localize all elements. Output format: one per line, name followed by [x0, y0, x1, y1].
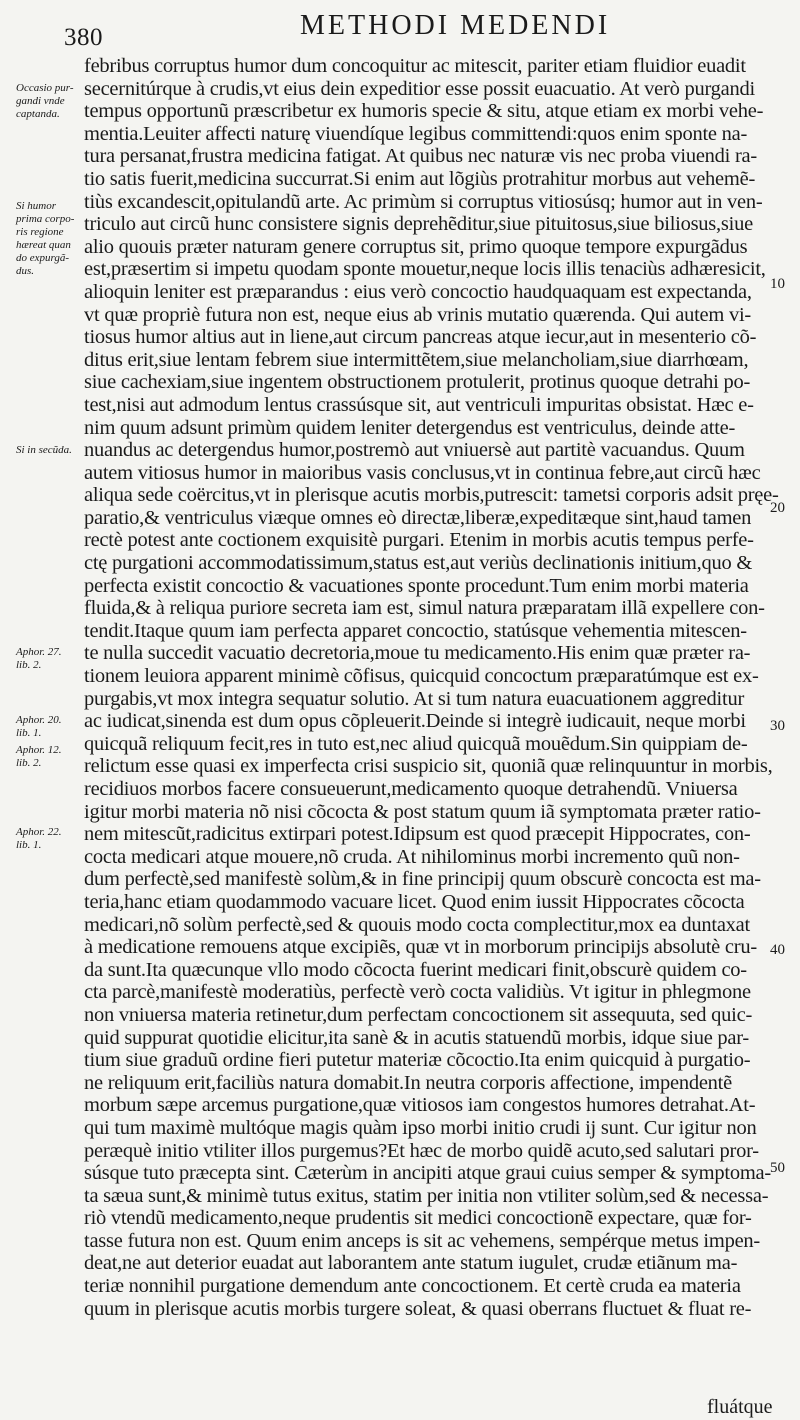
text-line: da sunt.Ita quæcunque vllo modo cõcocta fuerint medicari finit,obscurè quidem co- [84, 958, 747, 981]
catchword: fluátque [707, 1396, 773, 1418]
running-head: METHODI MEDENDI [300, 10, 611, 41]
text-line: te nulla succedit vacuatio decretoria,moue tu medicamento.His enim quæ præter ra- [84, 642, 751, 665]
margin-note-line: captanda. [16, 108, 60, 120]
text-line: súsque tuto præcepta sint. Cæterùm in ancipiti atque graui cuius semper & symptoma- [84, 1162, 771, 1185]
margin-note [16, 744, 82, 770]
text-line: aliqua sede coërcitus,vt in plerisque acutis morbis,putrescit: tametsi corporis adsit pręe- [84, 484, 779, 507]
text-line: triculo aut circũ hunc consistere signis deprehẽditur,siue pituitosus,siue biliosus,siue [84, 213, 753, 236]
text-line: perfecta existit concoctio & vacuationes sponte procedunt.Tum enim morbi materia [84, 574, 749, 597]
margin-note [16, 444, 82, 457]
text-line: tendit.Itaque quum iam perfecta apparet concoctio, statúsque vehementia mitescen- [84, 619, 747, 642]
text-line: quid suppurat quotidie elicitur,ita sanè & in acutis statuendũ morbis, idque siue par- [84, 1026, 750, 1049]
text-line: nuandus ac detergendus humor,postremò aut vniuersè aut partitè vacuandus. Quum [84, 439, 745, 462]
text-line: est,præsertim si impetu quodam sponte mouetur,neque locis illis tenaciùs adhæresicit, [84, 258, 766, 281]
text-line: test,nisi aut admodum lentus crassúsque sit, aut ventriculi impuritas obsistat. Hæc e- [84, 393, 754, 416]
text-line: igitur morbi materia nõ nisi cõcocta & post statum quum iã symptomata præter ratio- [84, 800, 761, 823]
text-line: tium siue graduũ ordine fieri putetur materiæ cõcoctio.Ita enim quicquid à purgatio- [84, 1049, 751, 1072]
margin-note-line: Aphor. 20. [16, 714, 62, 726]
margin-note-line: lib. 1. [16, 727, 42, 739]
text-line: rectè potest ante coctionem exquisitè purgari. Etenim in morbis acutis tempus perfe- [84, 529, 754, 552]
margin-note [16, 82, 82, 121]
page-number: 380 [64, 24, 103, 51]
text-line: morbum sæpe arcemus purgatione,quæ vitiosos iam congestos humores detrahat.At- [84, 1094, 756, 1117]
margin-note-line: gandi vnde [16, 95, 65, 107]
margin-note-line: prima corpo- [16, 213, 75, 225]
line-number: 10 [770, 276, 785, 292]
margin-note-line: hæreat quan [16, 239, 71, 251]
text-line: paratio,& ventriculus viæque omnes eò directæ,liberæ,expeditæque sint,haud tamen [84, 506, 752, 529]
page-header [0, 6, 800, 51]
text-line: alioquin leniter est præparandus : eius verò concoctio haudquaquam est expectanda, [84, 280, 752, 303]
text-line: alio quouis præter naturam genere corruptus sit, primo quoque tempore expurgãdus [84, 235, 748, 258]
margin-note-line: Si in secũda. [16, 444, 72, 456]
text-line: non vniuersa materia retinetur,dum perfectam concoctionem sit assequuta, sed quic- [84, 1003, 753, 1026]
margin-note [16, 714, 82, 740]
text-line: purgabis,vt mox integra sequatur solutio. At si tum natura euacuationem aggreditur [84, 687, 745, 710]
margin-note-line: lib. 1. [16, 839, 42, 851]
text-line: ditus erit,siue lentam febrem siue intermittẽtem,siue melancholiam,siue diarrhœam, [84, 348, 749, 371]
text-line: ta sæua sunt,& minimè tutus exitus, statim per initia non vtiliter solùm,sed & necessa- [84, 1184, 769, 1207]
text-line: teria,hanc etiam quodammodo vacuare licet. Quod enim iussit Hippocrates cõcocta [84, 890, 745, 913]
text-line: tiùs excandescit,opitulandũ arte. Ac primùm si corruptus vitiosúsq; humor aut in ven- [84, 190, 763, 213]
text-line: mentia.Leuiter affecti naturę viuendíque legibus committendi:quos enim sponte na- [84, 122, 748, 145]
text-line: peræquè initio vtiliter illos purgemus?Et hæc de morbo quidẽ acuto,sed salutari pror- [84, 1139, 759, 1162]
line-number: 30 [770, 718, 785, 734]
text-line: vt quæ propriè futura non est, neque eius ab vrinis mutatio quærenda. Qui autem vi- [84, 303, 751, 326]
text-line: teriæ nonnihil purgatione demendum ante concoctionem. Et certè cruda ea materia [84, 1275, 741, 1298]
text-line: ne reliquum erit,faciliùs natura domabit.In neutra corporis affectione, impendentẽ [84, 1071, 732, 1094]
text-line: tura persanat,frustra medicina fatigat. At quibus nec naturæ vis nec proba viuendi ra- [84, 145, 757, 168]
margin-note-line: Si humor [16, 200, 57, 212]
margin-note-line: Aphor. 22. [16, 826, 62, 838]
margin-note-line: dus. [16, 265, 35, 277]
text-line: à medicatione remouens atque excipiẽs, quæ vt in morborum principijs absolutè cru- [84, 936, 757, 959]
text-line: autem vitiosus humor in maioribus vasis conclusus,vt in continua febre,aut circũ hæc [84, 461, 761, 484]
text-line: deat,ne aut deterior euadat aut laborantem ante statum iugulet, crudæ etiãnum ma- [84, 1252, 738, 1275]
text-line: tionem leuiora apparent minimè cõfisus, quicquid concoctum præparatúmque est ex- [84, 665, 759, 688]
text-line: relictum esse quasi ex imperfecta crisi suspicio sit, quoniã quæ relinquuntur in morbis, [84, 755, 773, 778]
margin-note-line: Occasio pur- [16, 82, 74, 94]
line-number: 20 [770, 500, 785, 516]
margin-note [16, 826, 82, 852]
text-line: recidiuos morbos facere consueuerunt,medicamento quoque detrahendũ. Vniuersa [84, 778, 738, 800]
text-line: ac iudicat,sinenda est dum opus cõpleuerit.Deinde si integrè iudicauit, neque morbi [84, 710, 746, 733]
text-line: secernitúrque à crudis,vt eius dein expeditior esse possit euacuatio. At verò purgandi [84, 77, 755, 100]
text-line: tiosus humor altius aut in liene,aut circum pancreas atque iecur,aut in mesenterio cõ- [84, 326, 757, 349]
text-line: qui tum maximè multóque magis quàm ipso morbi initio crudi ij sunt. Cur igitur non [84, 1116, 757, 1139]
text-line: dum perfectè,sed manifestè solùm,& in fine principij quum obscurè concocta est ma- [84, 868, 761, 891]
text-line: febribus corruptus humor dum concoquitur ac mitescit, pariter etiam fluidior euadit [84, 55, 746, 77]
text-line: quicquã reliquum fecit,res in tuto est,nec aliud quicquã mouẽdum.Sin quippiam de- [84, 732, 748, 755]
text-line: quum in plerisque acutis morbis turgere soleat, & quasi oberrans fluctuet & fluat re- [84, 1297, 752, 1320]
margin-note [16, 200, 82, 278]
text-line: tempus opportunũ præscribetur ex humoris specie & situ, atque etiam ex morbi vehe- [84, 100, 764, 123]
text-line: ctę purgationi accommodatissimum,status est,aut veriùs declinationis initium,quo & [84, 552, 753, 575]
text-line: cocta medicari atque mouere,nõ cruda. At nihilominus morbi incremento quũ non- [84, 845, 740, 868]
line-number: 40 [770, 942, 785, 958]
text-line: cta parcè,manifestè moderatiùs, perfectè verò cocta validiùs. Vt igitur in phlegmone [84, 981, 751, 1004]
text-line: tasse futura non est. Quum enim anceps is sit ac vehemens, sempérque metus impen- [84, 1229, 760, 1252]
text-line: tio satis fuerit,medicina succurrat.Si enim aut lõgiùs protrahitur morbus aut vehemẽ- [84, 167, 756, 190]
text-line: medicari,nõ solùm perfectè,sed & quouis modo cocta complectitur,mox ea duntaxat [84, 913, 750, 936]
text-line: siue cachexiam,siue ingentem obstructionem protulerit, protinus quoque detrahi po- [84, 371, 751, 394]
margin-note-line: Aphor. 27. [16, 646, 62, 658]
text-line: riò vtendũ medicamento,neque prudentis sit medici concoctionẽ expectare, quæ for- [84, 1207, 752, 1230]
margin-note-line: do expurgã- [16, 252, 70, 264]
text-line: fluida,& à reliqua puriore secreta iam est, simul natura præparatam illã expellere con- [84, 597, 765, 620]
margin-note [16, 646, 82, 672]
text-line: nem mitescũt,radicitus extirpari potest.Idipsum est quod præcepit Hippocrates, con- [84, 823, 751, 846]
text-line: nim quum adsunt primùm quidem leniter detergendus est ventriculus, deinde atte- [84, 416, 736, 439]
margin-note-line: ris regione [16, 226, 64, 238]
margin-note-line: Aphor. 12. [16, 744, 62, 756]
margin-note-line: lib. 2. [16, 757, 42, 769]
margin-note-line: lib. 2. [16, 659, 42, 671]
line-number: 50 [770, 1160, 785, 1176]
